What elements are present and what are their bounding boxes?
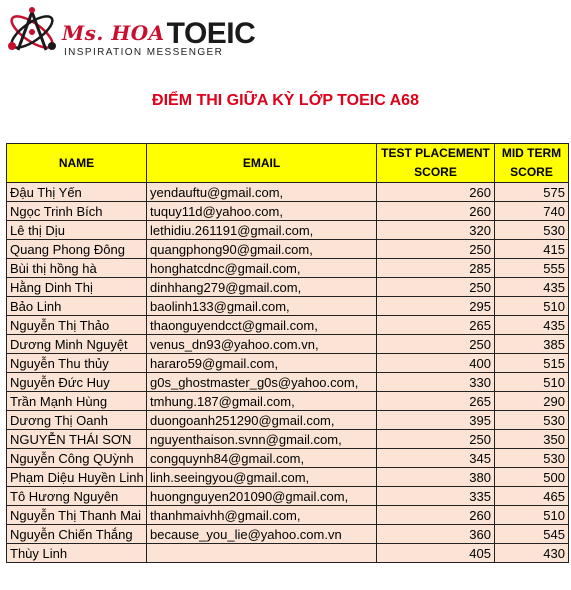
cell-test-placement: 250: [377, 430, 495, 449]
cell-mid-term: 530: [495, 411, 569, 430]
cell-email: huongnguyen201090@gmail.com,: [147, 487, 377, 506]
table-row: [7, 430, 569, 449]
cell-email: hararo59@gmail.com,: [147, 354, 377, 373]
table-row: [7, 525, 569, 544]
cell-mid-term: 545: [495, 525, 569, 544]
brand-wordmark: [62, 14, 255, 48]
cell-mid-term: 530: [495, 221, 569, 240]
brand-toeic-text: TOEIC: [166, 17, 256, 50]
cell-mid-term: 435: [495, 278, 569, 297]
cell-test-placement: 295: [377, 297, 495, 316]
cell-test-placement: 285: [377, 259, 495, 278]
cell-name: Hằng Dinh Thị: [7, 278, 147, 297]
cell-name: Đậu Thị Yến: [7, 183, 147, 202]
table-row: [7, 316, 569, 335]
table-row: [7, 335, 569, 354]
cell-email: yendauftu@gmail.com,: [147, 183, 377, 202]
table-row: [7, 373, 569, 392]
cell-name: Ngọc Trinh Bích: [7, 202, 147, 221]
table-row: [7, 278, 569, 297]
header-name: NAME: [7, 144, 147, 183]
cell-name: Thùy Linh: [7, 544, 147, 563]
cell-mid-term: 350: [495, 430, 569, 449]
cell-test-placement: 395: [377, 411, 495, 430]
cell-name: Dương Thị Oanh: [7, 411, 147, 430]
table-row: [7, 297, 569, 316]
cell-test-placement: 260: [377, 506, 495, 525]
cell-test-placement: 400: [377, 354, 495, 373]
scores-table: [6, 143, 569, 563]
cell-mid-term: 430: [495, 544, 569, 563]
cell-name: Phạm Diệu Huyền Linh: [7, 468, 147, 487]
table-row: [7, 183, 569, 202]
cell-mid-term: 435: [495, 316, 569, 335]
cell-email: baolinh133@gmail.com,: [147, 297, 377, 316]
atom-logo-icon: [4, 2, 64, 62]
cell-name: Nguyễn Thu thủy: [7, 354, 147, 373]
cell-test-placement: 250: [377, 278, 495, 297]
table-row: [7, 392, 569, 411]
table-row: [7, 202, 569, 221]
cell-test-placement: 360: [377, 525, 495, 544]
cell-test-placement: 380: [377, 468, 495, 487]
cell-mid-term: 465: [495, 487, 569, 506]
cell-name: Trần Mạnh Hùng: [7, 392, 147, 411]
cell-name: Tô Hương Nguyên: [7, 487, 147, 506]
cell-test-placement: 330: [377, 373, 495, 392]
table-row: [7, 544, 569, 563]
cell-email: quangphong90@gmail.com,: [147, 240, 377, 259]
table-row: [7, 240, 569, 259]
cell-test-placement: 260: [377, 183, 495, 202]
cell-name: Bảo Linh: [7, 297, 147, 316]
cell-name: Dương Minh Nguyệt: [7, 335, 147, 354]
cell-test-placement: 265: [377, 316, 495, 335]
cell-email: tuquy11d@yahoo.com,: [147, 202, 377, 221]
cell-test-placement: 260: [377, 202, 495, 221]
table-row: [7, 354, 569, 373]
cell-email: [147, 544, 377, 563]
table-header-row: [7, 144, 569, 183]
cell-name: Nguyễn Thị Thảo: [7, 316, 147, 335]
cell-email: g0s_ghostmaster_g0s@yahoo.com,: [147, 373, 377, 392]
cell-test-placement: 265: [377, 392, 495, 411]
table-row: [7, 506, 569, 525]
cell-mid-term: 385: [495, 335, 569, 354]
cell-mid-term: 740: [495, 202, 569, 221]
cell-email: because_you_lie@yahoo.com.vn: [147, 525, 377, 544]
cell-mid-term: 415: [495, 240, 569, 259]
header-mid-term: MID TERM SCORE: [495, 144, 569, 183]
cell-email: thanhmaivhh@gmail.com,: [147, 506, 377, 525]
cell-test-placement: 345: [377, 449, 495, 468]
brand-ms-text: Ms. HOA: [62, 21, 165, 45]
cell-email: venus_dn93@yahoo.com.vn,: [147, 335, 377, 354]
cell-name: Quang Phong Đông: [7, 240, 147, 259]
cell-mid-term: 290: [495, 392, 569, 411]
cell-email: congquynh84@gmail.com,: [147, 449, 377, 468]
cell-mid-term: 530: [495, 449, 569, 468]
cell-email: dinhhang279@gmail.com,: [147, 278, 377, 297]
cell-test-placement: 335: [377, 487, 495, 506]
cell-test-placement: 320: [377, 221, 495, 240]
table-body: [7, 183, 569, 563]
table-row: [7, 449, 569, 468]
cell-email: linh.seeingyou@gmail.com,: [147, 468, 377, 487]
cell-mid-term: 510: [495, 373, 569, 392]
cell-mid-term: 575: [495, 183, 569, 202]
cell-mid-term: 510: [495, 506, 569, 525]
cell-mid-term: 515: [495, 354, 569, 373]
header-test-placement: TEST PLACEMENT SCORE: [377, 144, 495, 183]
cell-name: Nguyễn Đức Huy: [7, 373, 147, 392]
table-row: [7, 221, 569, 240]
table-row: [7, 259, 569, 278]
cell-email: duongoanh251290@gmail.com,: [147, 411, 377, 430]
page-title: ĐIỂM THI GIỮA KỲ LỚP TOEIC A68: [152, 92, 419, 109]
cell-mid-term: 510: [495, 297, 569, 316]
cell-name: Lê thị Dịu: [7, 221, 147, 240]
table-row: [7, 468, 569, 487]
cell-email: tmhung.187@gmail.com,: [147, 392, 377, 411]
cell-test-placement: 250: [377, 240, 495, 259]
table-row: [7, 411, 569, 430]
cell-email: honghatcdnc@gmail.com,: [147, 259, 377, 278]
cell-name: Nguyễn Chiến Thắng: [7, 525, 147, 544]
cell-test-placement: 405: [377, 544, 495, 563]
cell-mid-term: 555: [495, 259, 569, 278]
cell-name: Nguyễn Thị Thanh Mai: [7, 506, 147, 525]
cell-mid-term: 500: [495, 468, 569, 487]
table-row: [7, 487, 569, 506]
cell-name: Nguyễn Công QUỳnh: [7, 449, 147, 468]
brand-logo: [4, 2, 256, 64]
cell-email: thaonguyendcct@gmail.com,: [147, 316, 377, 335]
brand-tagline: INSPIRATION MESSENGER: [64, 47, 224, 58]
header-email: EMAIL: [147, 144, 377, 183]
cell-test-placement: 250: [377, 335, 495, 354]
cell-name: Bùi thị hồng hà: [7, 259, 147, 278]
cell-name: NGUYỄN THÁI SƠN: [7, 430, 147, 449]
cell-email: nguyenthaison.svnn@gmail.com,: [147, 430, 377, 449]
cell-email: lethidiu.261191@gmail.com,: [147, 221, 377, 240]
